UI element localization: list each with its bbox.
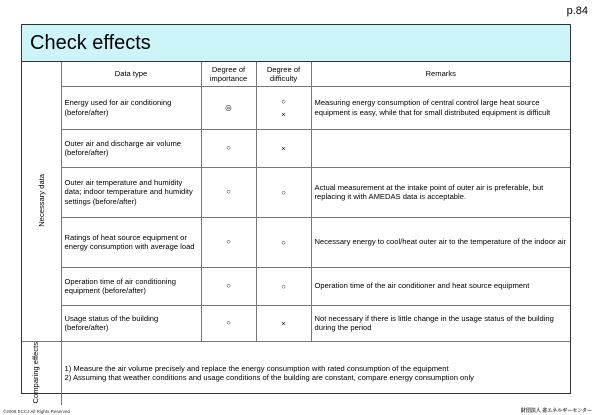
row-difficulty-marks xyxy=(256,129,311,167)
row-importance-mark: ○ xyxy=(201,267,256,305)
difficulty-mark: × xyxy=(281,109,286,119)
slide-frame xyxy=(21,24,571,403)
organization-footer: 財団法人 省エネルギーセンター xyxy=(520,408,592,414)
row-difficulty-marks xyxy=(256,217,311,267)
difficulty-mark: ○ xyxy=(281,187,286,197)
table-row xyxy=(22,305,570,341)
row-data-type: Operation time of air conditioning equipment (before/after) xyxy=(61,267,201,305)
row-remarks: Measuring energy consumption of central control large heat source equipment is easy, while that for small distributed equipment is difficult xyxy=(311,86,570,129)
copyright-footer: ©2008 ECCJ All Rights Reserved xyxy=(3,409,70,414)
row-data-type: Energy used for air conditioning (before/after) xyxy=(61,86,201,129)
table-row xyxy=(22,267,570,305)
row-data-type: Ratings of heat source equipment or energy consumption with average load xyxy=(61,217,201,267)
header-data-type: Data type xyxy=(61,62,201,86)
table-header-row xyxy=(22,62,570,86)
comparing-effects-group-cell xyxy=(22,341,61,405)
necessary-data-group-cell xyxy=(22,62,61,341)
row-difficulty-marks xyxy=(256,86,311,129)
table-row xyxy=(22,167,570,217)
comparing-note: 1) Measure the air volume precisely and replace the energy consumption with rated consumption of the equipment xyxy=(64,364,449,374)
table-row xyxy=(22,129,570,167)
difficulty-mark: ○ xyxy=(281,281,286,291)
comparing-note: 2) Assuming that weather conditions and usage conditions of the building are constant, compare energy consumption only xyxy=(64,373,474,383)
row-importance-mark: ○ xyxy=(201,217,256,267)
row-data-type: Outer air temperature and humidity data; indoor temperature and humidity settings (before/after) xyxy=(61,167,201,217)
row-remarks: Not necessary if there is little change in the usage status of the building during the period xyxy=(311,305,570,341)
row-importance-mark: ○ xyxy=(201,305,256,341)
comparing-effects-row xyxy=(22,341,570,405)
row-difficulty-marks xyxy=(256,167,311,217)
table-row xyxy=(22,217,570,267)
row-difficulty-marks xyxy=(256,305,311,341)
row-data-type: Outer air and discharge air volume (before/after) xyxy=(61,129,201,167)
row-data-type: Usage status of the building (before/after) xyxy=(61,305,201,341)
row-difficulty-marks xyxy=(256,267,311,305)
row-remarks: Operation time of the air conditioner and heat source equipment xyxy=(311,267,570,305)
comparing-notes-cell xyxy=(61,341,570,405)
row-importance-mark: ◎ xyxy=(201,86,256,129)
difficulty-mark: × xyxy=(281,318,286,328)
necessary-data-label: Necessary data xyxy=(36,173,46,227)
header-importance: Degree of importance xyxy=(201,62,256,86)
row-remarks: Actual measurement at the intake point of outer air is preferable, but replacing it with AMEDAS data is acceptable. xyxy=(311,167,570,217)
page-number: p.84 xyxy=(566,5,588,17)
page-title: Check effects xyxy=(30,31,151,54)
comparing-effects-label: Comparing effects xyxy=(31,341,41,403)
row-remarks xyxy=(311,129,570,167)
table-row xyxy=(22,86,570,129)
header-remarks: Remarks xyxy=(311,62,570,86)
difficulty-mark: ○ xyxy=(281,237,286,247)
effects-table xyxy=(22,62,570,405)
row-importance-mark: ○ xyxy=(201,129,256,167)
header-difficulty: Degree of difficulty xyxy=(256,62,311,86)
difficulty-mark: × xyxy=(281,143,286,153)
difficulty-mark: ○ xyxy=(281,96,286,106)
title-bar xyxy=(22,25,570,62)
row-importance-mark: ○ xyxy=(201,167,256,217)
row-remarks: Necessary energy to cool/heat outer air to the temperature of the indoor air xyxy=(311,217,570,267)
